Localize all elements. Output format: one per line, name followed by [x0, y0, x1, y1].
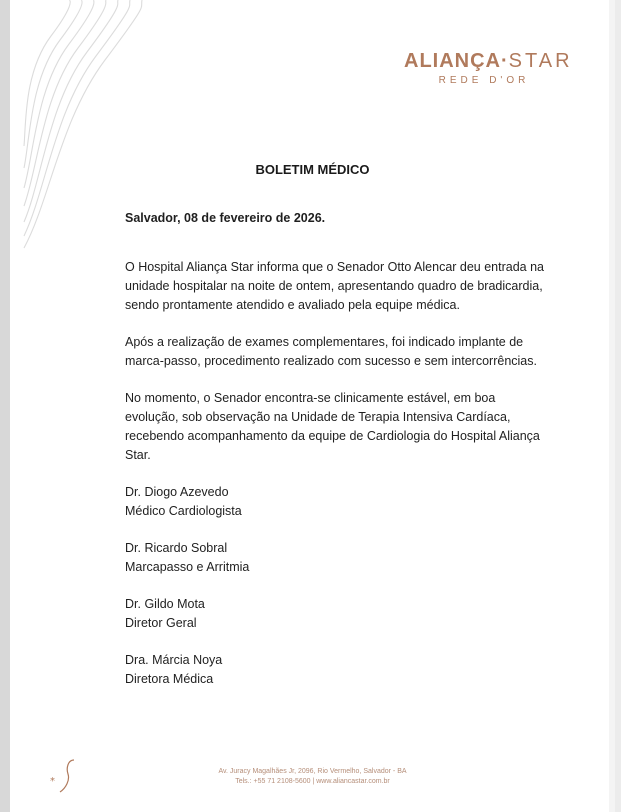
logo-wordmark: [404, 50, 573, 73]
hospital-logo: [404, 50, 573, 86]
document-body: [125, 209, 545, 707]
footer-phone-web: Tels.: +55 71 2108-5600 | www.aliancastar.com.br: [235, 778, 390, 785]
paragraph-status: No momento, o Senador encontra-se clinicamente estável, em boa evolução, sob observação na Unidade de Terapia Intensiva Cardíaca, recebendo acompanhamento da equipe de Cardiologia do Hospital Aliança Star.: [125, 391, 540, 462]
logo-brand-suffix: STAR: [508, 50, 573, 72]
signatory-role: Médico Cardiologista: [125, 504, 242, 518]
signatory-name: Dr. Diogo Azevedo: [125, 485, 229, 499]
signatory: [125, 595, 545, 633]
signatory-role: Diretora Médica: [125, 672, 214, 686]
signatory-name: Dra. Márcia Noya: [125, 653, 223, 667]
right-edge-strip: [609, 0, 615, 812]
svg-text:*: *: [50, 776, 55, 787]
signatory: [125, 483, 545, 521]
signatory-name: Dr. Ricardo Sobral: [125, 541, 228, 555]
signatory-role: Diretor Geral: [125, 616, 197, 630]
logo-brand-prefix: ALIANÇA·: [404, 50, 509, 72]
document-title: BOLETIM MÉDICO: [255, 162, 370, 177]
date-line: Salvador, 08 de fevereiro de 2026.: [125, 211, 326, 225]
paragraph-admission: O Hospital Aliança Star informa que o Senador Otto Alencar deu entrada na unidade hospitalar na noite de ontem, apresentando quadro de bradicardia, sendo prontamente atendido e avaliado pela equipe médica.: [125, 260, 545, 312]
paragraph-procedure: Após a realização de exames complementares, foi indicado implante de marca-passo, procedimento realizado com sucesso e sem intercorrências.: [125, 335, 537, 368]
signatory: [125, 651, 545, 689]
document-page: [10, 0, 615, 812]
signatory-role: Marcapasso e Arritmia: [125, 560, 250, 574]
footer-contact: [10, 767, 615, 787]
logo-subtitle: REDE D'OR: [438, 75, 530, 86]
signatory-name: Dr. Gildo Mota: [125, 597, 205, 611]
signatory: [125, 539, 545, 577]
footer-address: Av. Juracy Magalhães Jr, 2096, Rio Vermelho, Salvador - BA: [218, 768, 407, 775]
left-edge-strip: [0, 0, 10, 812]
